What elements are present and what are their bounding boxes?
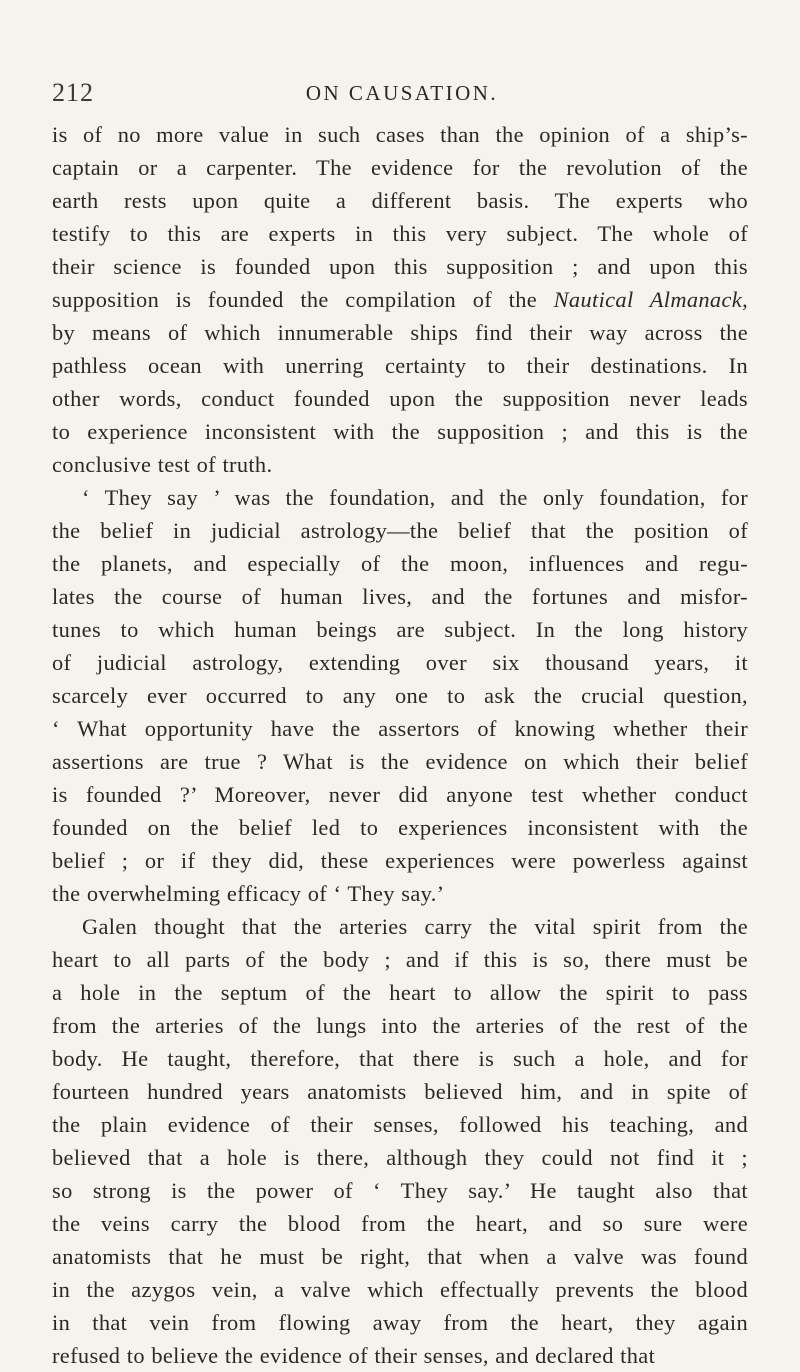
text-segment: conclusive test of truth. (52, 452, 273, 477)
text-segment: the plain evidence of their senses, followed his teaching, and (52, 1112, 748, 1137)
text-line (52, 646, 748, 679)
text-segment: from the arteries of the lungs into the arteries of the rest of the (52, 1013, 748, 1038)
text-line (52, 976, 748, 1009)
text-line (52, 448, 748, 481)
text-segment: scarcely ever occurred to any one to ask the crucial question, (52, 683, 748, 708)
text-line (52, 778, 748, 811)
paragraph (52, 910, 748, 1372)
text-line (52, 1339, 748, 1372)
paragraph (52, 481, 748, 910)
text-segment: the belief in judicial astrology—the belief that the position of (52, 518, 748, 543)
text-line (52, 184, 748, 217)
text-line (52, 415, 748, 448)
text-segment: the veins carry the blood from the heart, and so sure were (52, 1211, 748, 1236)
text-segment: to experience inconsistent with the supposition ; and this is the (52, 419, 748, 444)
text-line (52, 844, 748, 877)
text-segment: founded on the belief led to experiences inconsistent with the (52, 815, 748, 840)
text-segment: captain or a carpenter. The evidence for the revolution of the (52, 155, 748, 180)
text-segment: is founded ?’ Moreover, never did anyone test whether conduct (52, 782, 748, 807)
text-segment: a hole in the septum of the heart to allow the spirit to pass (52, 980, 748, 1005)
text-line (52, 217, 748, 250)
text-line (52, 118, 748, 151)
text-segment: ‘ They say ’ was the foundation, and the only foundation, for (82, 485, 748, 510)
text-line (52, 580, 748, 613)
page-number: 212 (52, 78, 94, 107)
text-segment: body. He taught, therefore, that there is such a hole, and for (52, 1046, 748, 1071)
text-line (52, 1108, 748, 1141)
text-line (52, 1042, 748, 1075)
text-line (52, 481, 748, 514)
text-line (52, 283, 748, 316)
text-line (52, 316, 748, 349)
text-line (52, 877, 748, 910)
text-line (52, 1207, 748, 1240)
text-line (52, 382, 748, 415)
text-segment: Galen thought that the arteries carry the vital spirit from the (82, 914, 748, 939)
text-line (52, 613, 748, 646)
text-segment: is of no more value in such cases than the opinion of a ship’s- (52, 122, 748, 147)
text-segment: testify to this are experts in this very subject. The whole of (52, 221, 748, 246)
text-segment: earth rests upon quite a different basis. The experts who (52, 188, 748, 213)
running-head (52, 78, 752, 108)
text-segment: anatomists that he must be right, that when a valve was found (52, 1244, 748, 1269)
text-segment: tunes to which human beings are subject. In the long history (52, 617, 748, 642)
text-line (52, 1174, 748, 1207)
text-line (52, 1273, 748, 1306)
paragraph (52, 118, 748, 481)
text-segment: lates the course of human lives, and the fortunes and misfor- (52, 584, 748, 609)
text-segment: , (742, 287, 749, 312)
text-line (52, 679, 748, 712)
text-segment: in that vein from flowing away from the heart, they again (52, 1310, 748, 1335)
text-segment: refused to believe the evidence of their senses, and declared that (52, 1343, 656, 1368)
text-line (52, 1240, 748, 1273)
text-line (52, 151, 748, 184)
text-line (52, 250, 748, 283)
text-segment: by means of which innumerable ships find their way across the (52, 320, 748, 345)
text-segment: heart to all parts of the body ; and if this is so, there must be (52, 947, 748, 972)
text-segment: the planets, and especially of the moon, influences and regu- (52, 551, 748, 576)
text-line (52, 1009, 748, 1042)
text-segment: the overwhelming efficacy of ‘ They say.’ (52, 881, 445, 906)
text-segment: assertions are true ? What is the evidence on which their belief (52, 749, 748, 774)
body-text (52, 118, 748, 1372)
text-line (52, 712, 748, 745)
text-segment: believed that a hole is there, although they could not find it ; (52, 1145, 748, 1170)
text-segment: their science is founded upon this supposition ; and upon this (52, 254, 748, 279)
italic-title: Nautical Almanack (553, 287, 743, 312)
text-line (52, 910, 748, 943)
text-line (52, 349, 748, 382)
text-line (52, 1306, 748, 1339)
text-line (52, 1075, 748, 1108)
text-line (52, 1141, 748, 1174)
text-line (52, 547, 748, 580)
text-segment: fourteen hundred years anatomists believed him, and in spite of (52, 1079, 748, 1104)
text-segment: so strong is the power of ‘ They say.’ He taught also that (52, 1178, 748, 1203)
text-segment: ‘ What opportunity have the assertors of knowing whether their (52, 716, 748, 741)
running-title: ON CAUSATION. (305, 81, 499, 105)
text-line (52, 811, 748, 844)
text-line (52, 943, 748, 976)
text-line (52, 514, 748, 547)
text-segment: pathless ocean with unerring certainty to their destinations. In (52, 353, 748, 378)
text-segment: of judicial astrology, extending over six thousand years, it (52, 650, 748, 675)
text-segment: in the azygos vein, a valve which effectually prevents the blood (52, 1277, 748, 1302)
text-line (52, 745, 748, 778)
text-segment: supposition is founded the compilation of the (52, 287, 554, 312)
text-segment: belief ; or if they did, these experiences were powerless against (52, 848, 748, 873)
text-segment: other words, conduct founded upon the supposition never leads (52, 386, 748, 411)
